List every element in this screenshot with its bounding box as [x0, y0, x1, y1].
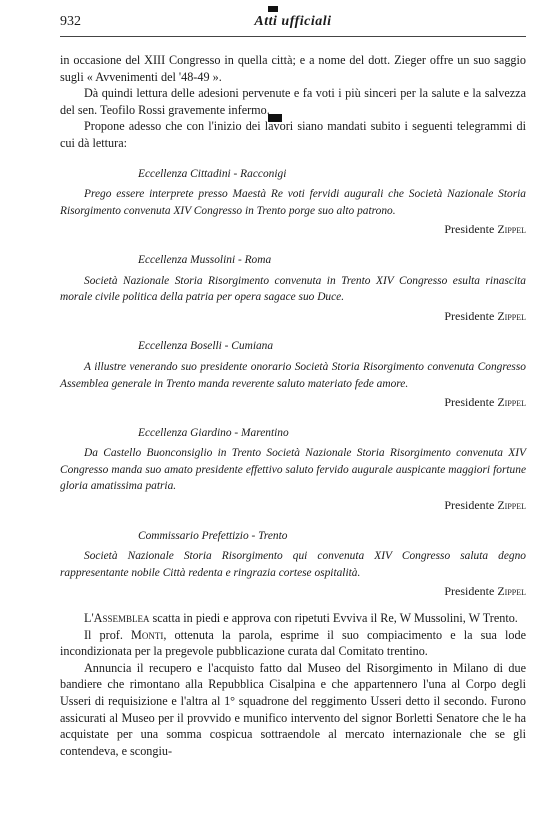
telegram-addressee: Eccellenza Mussolini - Roma — [138, 253, 272, 266]
page-header — [60, 14, 526, 34]
telegram-signature — [60, 308, 526, 325]
assembly-term: L'Assemblea — [84, 611, 150, 626]
paragraph — [60, 627, 526, 660]
spacer — [60, 600, 526, 610]
signature-title: Presidente — [444, 222, 498, 237]
signature-name: Zippel — [497, 308, 526, 323]
telegram-signature — [60, 394, 526, 411]
telegram — [60, 252, 526, 324]
telegram-signature — [60, 221, 526, 238]
telegram-text: Da Castello Buonconsiglio in Trento Società Nazionale Storia Risorgimento convenuta XIV Congresso manda suo amato presidente effettivo saluto fervido augurale auspicante maggiori fortune gloria amatissima patria. — [60, 447, 526, 493]
telegram-addressee: Commissario Prefettizio - Trento — [138, 529, 288, 542]
paragraph-text: scatta in piedi e approva con ripetuti Evviva il Re, W Mussolini, W Trento. — [149, 611, 518, 626]
speaker-name: Monti — [131, 627, 164, 642]
signature-title: Presidente — [444, 584, 498, 599]
telegram-addressee: Eccellenza Cittadini - Racconigi — [138, 167, 287, 180]
paragraph: Annuncia il recupero e l'acquisto fatto dal Museo del Risorgimento in Milano di due bandiere che rimontano alla Repubblica Cisalpina e che appartennero l'una al Corpo degli Usseri di requisizione e l'altra al 1° squadrone del reggimento Usseri detto il secondo. Furono assicurati al Museo per il provvido e munifico intervento del signor Borletti Senatore che le ha acquistate per una somma cospicua sottraendole al mercato internazionale che se gli contendeva, e scongiu- — [60, 660, 526, 758]
signature-name: Zippel — [497, 395, 526, 410]
paragraph-text: Il prof. — [84, 627, 132, 642]
telegram — [60, 528, 526, 600]
paragraph: Propone adesso che con l'inizio dei lavori siano mandati subito i seguenti telegrammi di cui dà lettura: — [60, 119, 526, 150]
signature-name: Zippel — [497, 222, 526, 237]
signature-title: Presidente — [444, 395, 498, 410]
telegram-text: Società Nazionale Storia Risorgimento convenuta in Trento XIV Congresso esulta rinascita morale civile politica della patria per opera sagace suo Duce. — [60, 274, 526, 304]
running-title: Atti ufficiali — [254, 14, 332, 29]
paragraph — [60, 610, 526, 627]
telegram-addressee: Eccellenza Giardino - Marentino — [138, 426, 289, 439]
telegram-addressee: Eccellenza Boselli - Cumiana — [138, 340, 274, 353]
signature-name: Zippel — [497, 498, 526, 513]
signature-name: Zippel — [497, 584, 526, 599]
telegram-text: Prego essere interprete presso Maestà Re voti fervidi augurali che Società Nazionale Storia Risorgimento convenuta XIV Congresso in Trento porge suo alto patrono. — [60, 188, 526, 217]
paragraph: in occasione del XIII Congresso in quella città; e a nome del dott. Zieger offre un suo saggio sugli « Avvenimenti del '48-49 ». — [60, 53, 526, 84]
signature-title: Presidente — [444, 308, 498, 323]
telegram — [60, 166, 526, 238]
telegram — [60, 425, 526, 514]
page-body — [60, 52, 526, 759]
signature-title: Presidente — [444, 498, 498, 513]
header-rule — [60, 36, 526, 37]
telegram-text: Società Nazionale Storia Risorgimento qui convenuta XIV Congresso saluta degno rappresentante nobile Città redenta e ringrazia cortese ospitalità. — [60, 550, 526, 579]
telegram-signature — [60, 497, 526, 514]
page-number: 932 — [60, 14, 81, 29]
paragraph: Dà quindi lettura delle adesioni pervenute e fa voti i più sinceri per la salute e la salvezza del sen. Teofilo Rossi gravemente infermo. — [60, 86, 526, 117]
paragraph-text: , ottenuta la parola, esprime il suo compiacimento e la sua lode incondizionata per la pregevole pubblicazione curata dal Comitato trentino. — [60, 627, 526, 659]
telegram-text: A illustre venerando suo presidente onorario Società Storia Risorgimento convenuta Congresso Assemblea generale in Trento manda reverente saluto materiato fede amore. — [60, 360, 526, 390]
telegram-signature — [60, 583, 526, 600]
redaction-mark — [268, 6, 278, 12]
telegram — [60, 338, 526, 410]
